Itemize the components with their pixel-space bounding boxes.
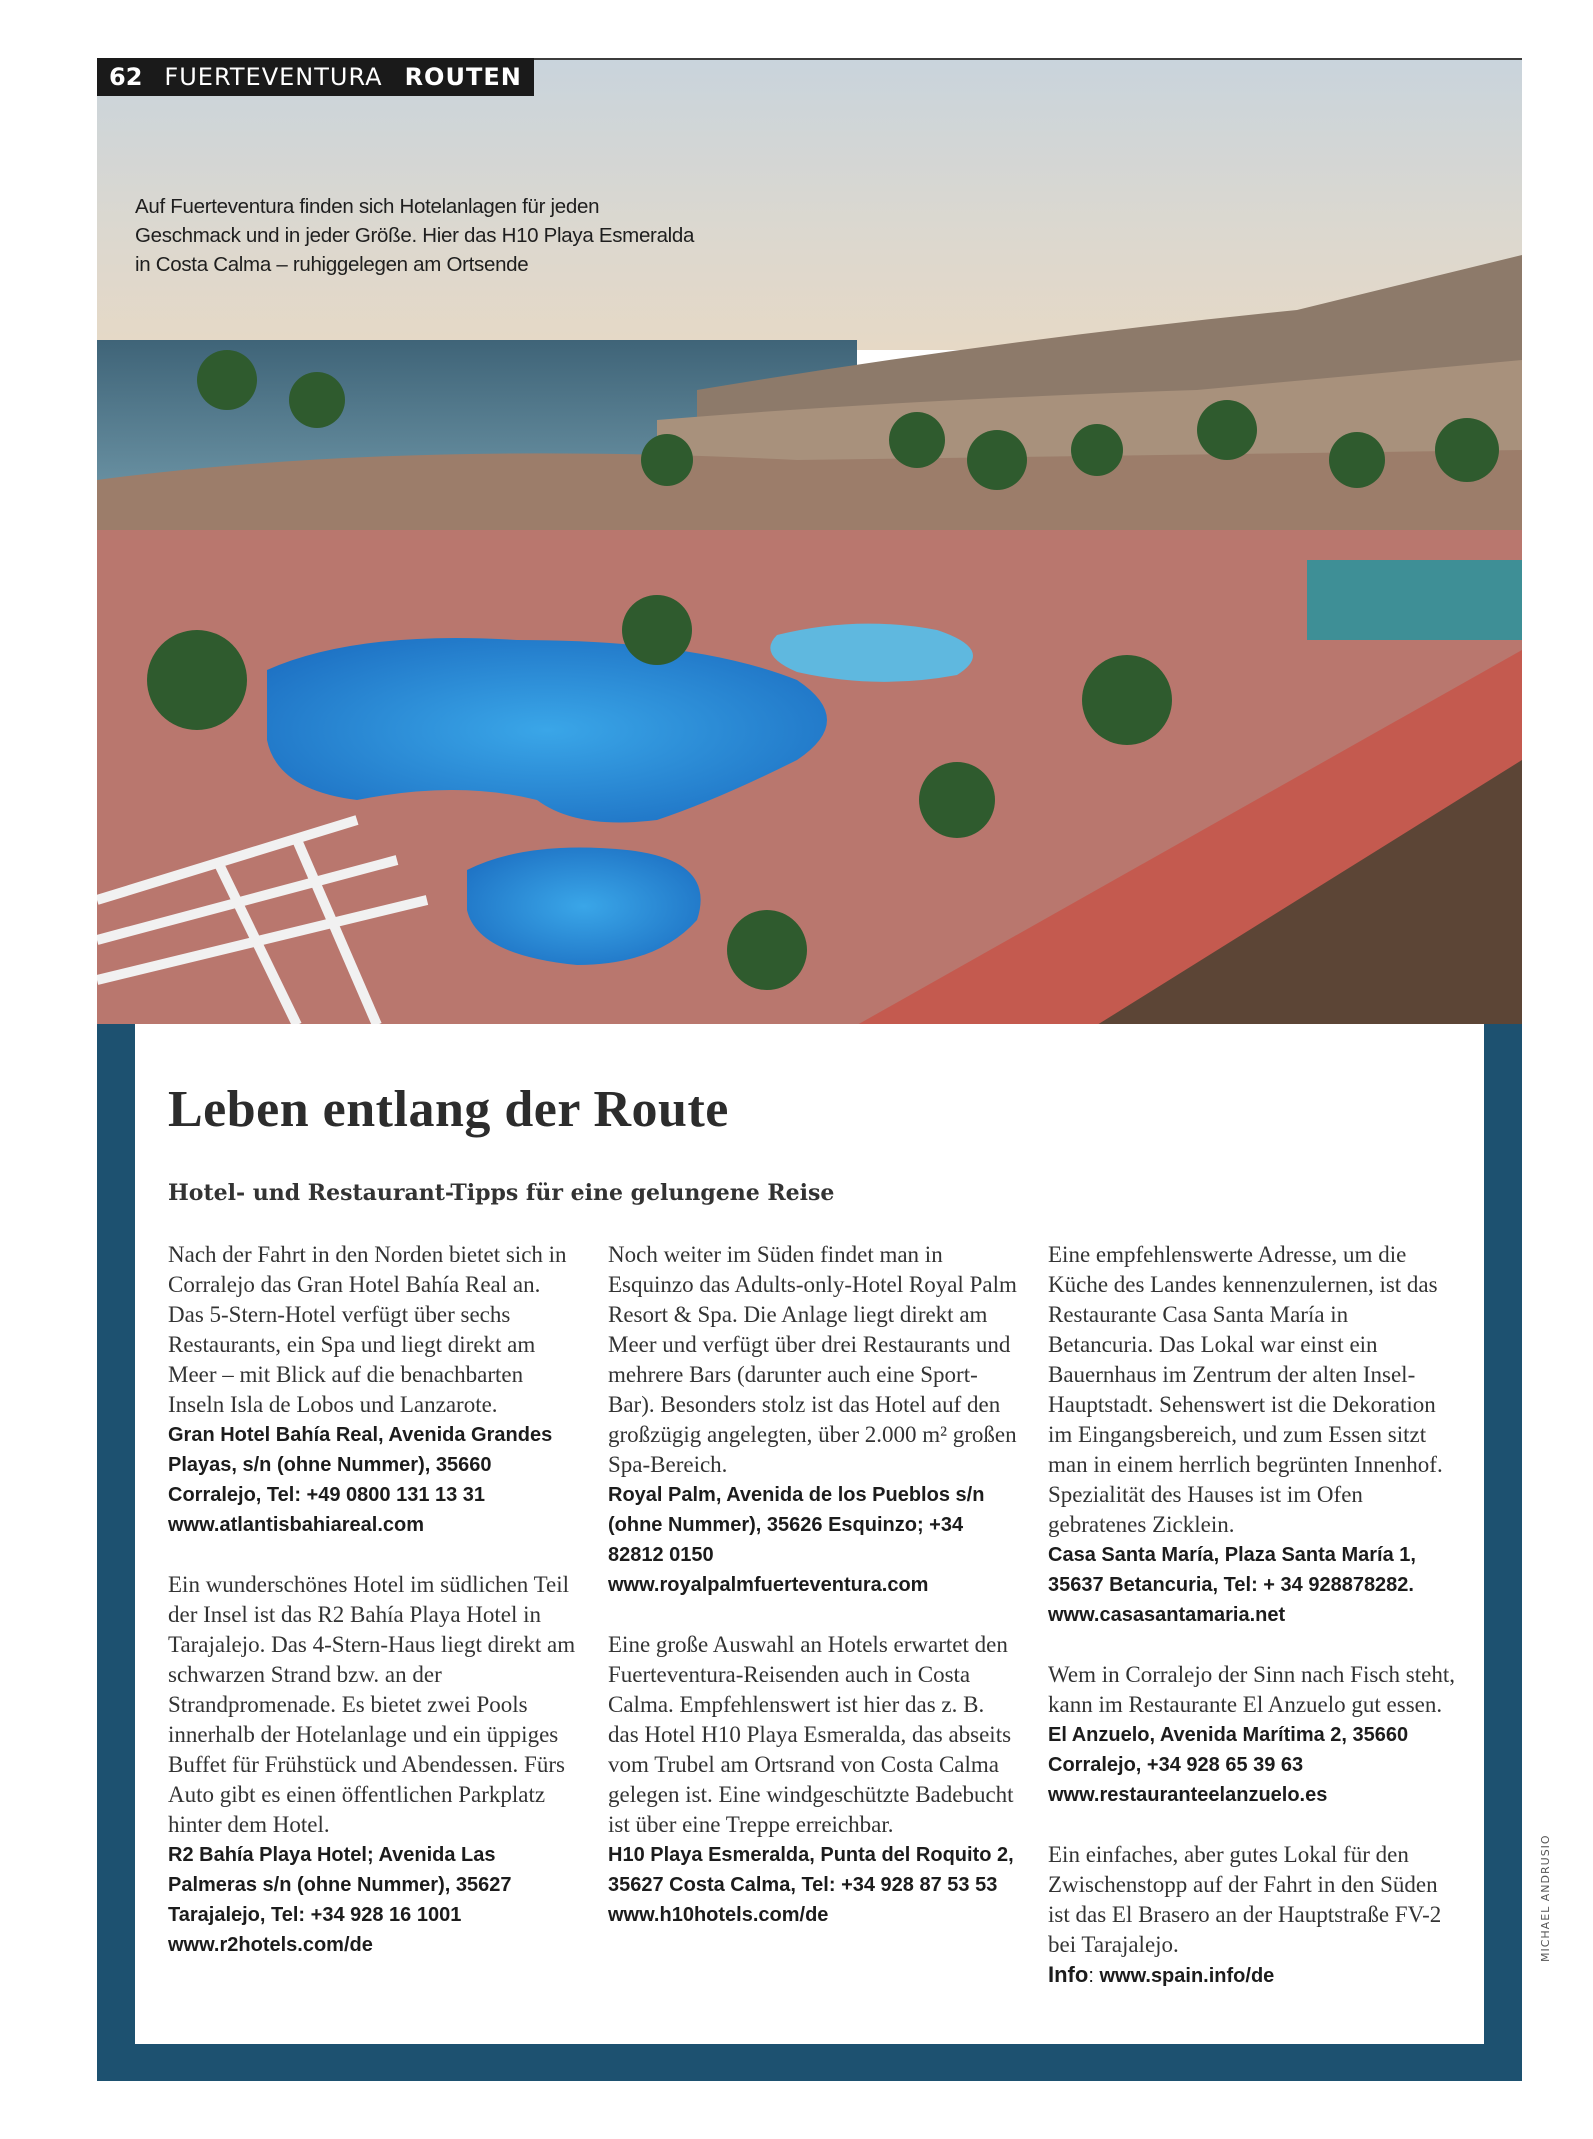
address-block: H10 Playa Esmeralda, Punta del Roquito 2, 35627 Costa Calma, Tel: +34 928 87 53 53 www.h10hotels.com/de <box>608 1844 1014 1926</box>
photo-credit: MICHAEL ANDRUSIO <box>1539 1834 1552 1962</box>
category-name: ROUTEN <box>404 63 522 91</box>
info-line <box>1048 1960 1458 1991</box>
paragraph: Wem in Corralejo der Sinn nach Fisch steht, kann im Restaurante El Anzuelo gut essen. <box>1048 1662 1455 1717</box>
info-separator: : <box>1088 1965 1094 1987</box>
paragraph: Eine große Auswahl an Hotels erwartet den Fuerteventura-Reisenden auch in Costa Calma. Empfehlenswert ist hier das z. B. das Hotel H10 Playa Esmeralda, das abseits vom Trubel am Ortsrand von Costa Calma gelegen ist. Eine windgeschützte Badebucht ist über eine Treppe erreichbar. <box>608 1632 1014 1837</box>
section-name: FUERTEVENTURA <box>164 63 383 91</box>
info-url: www.spain.info/de <box>1099 1965 1275 1987</box>
address-block: Royal Palm, Avenida de los Pueblos s/n (ohne Nummer), 35626 Esquinzo; +34 82812 0150 www.royalpalmfuerteventura.com <box>608 1484 985 1596</box>
page-header-tag <box>97 58 534 96</box>
address-block: Gran Hotel Bahía Real, Avenida Grandes Playas, s/n (ohne Nummer), 35660 Corralejo, Tel: +49 0800 131 13 31 www.atlantisbahiareal.com <box>168 1424 553 1536</box>
article-column-3 <box>1048 1240 1458 1991</box>
photo-caption: Auf Fuerteventura finden sich Hotelanlagen für jeden Geschmack und in jeder Größe. Hier das H10 Playa Esmeralda in Costa Calma – ruhiggelegen am Ortsende <box>135 195 695 276</box>
paragraph: Ein wunderschönes Hotel im südlichen Teil der Insel ist das R2 Bahía Playa Hotel in Tarajalejo. Das 4-Stern-Haus liegt direkt am schwarzen Strand bzw. an der Strandpromenade. Es bietet zwei Pools innerhalb der Hotelanlage und ein üppiges Buffet für Frühstück und Abendessen. Fürs Auto gibt es einen öffentlichen Parkplatz hinter dem Hotel. <box>168 1572 576 1837</box>
article-column-1 <box>168 1240 578 1960</box>
page-number: 62 <box>109 63 143 91</box>
paragraph: Nach der Fahrt in den Norden bietet sich in Corralejo das Gran Hotel Bahía Real an. Das 5-Stern-Hotel verfügt über sechs Restaurants, ein Spa und liegt direkt am Meer – mit Blick auf die benachbarten Inseln Isla de Lobos und Lanzarote. <box>168 1242 567 1417</box>
paragraph: Noch weiter im Süden findet man in Esquinzo das Adults-only-Hotel Royal Palm Resort & Spa. Die Anlage liegt direkt am Meer und verfügt über drei Restaurants und mehrere Bars (darunter auch eine Sport-Bar). Besonders stolz ist das Hotel auf den großzügig angelegten, über 2.000 m² großen Spa-Bereich. <box>608 1242 1017 1477</box>
address-block: El Anzuelo, Avenida Marítima 2, 35660 Corralejo, +34 928 65 39 63 www.restauranteelanzuelo.es <box>1048 1724 1409 1806</box>
article-column-2 <box>608 1240 1018 1930</box>
info-label: Info <box>1048 1962 1089 1987</box>
address-block: Casa Santa María, Plaza Santa María 1, 35637 Betancuria, Tel: + 34 928878282. www.casasantamaria.net <box>1048 1544 1416 1626</box>
article-subtitle: Hotel- und Restaurant-Tipps für eine gelungene Reise <box>168 1180 835 1206</box>
paragraph: Eine empfehlenswerte Adresse, um die Küche des Landes kennenzulernen, ist das Restaurante Casa Santa María in Betancuria. Das Lokal war einst ein Bauernhaus im Zentrum der alten Insel-Hauptstadt. Sehenswert ist die Dekoration im Eingangsbereich, und zum Essen sitzt man in einem herrlich begrünten Innenhof. Spezialität des Hauses ist im Ofen gebratenes Zicklein. <box>1048 1242 1443 1537</box>
article-title: Leben entlang der Route <box>168 1081 729 1138</box>
address-block: R2 Bahía Playa Hotel; Avenida Las Palmeras s/n (ohne Nummer), 35627 Tarajalejo, Tel: +34 928 16 1001 www.r2hotels.com/de <box>168 1844 512 1956</box>
paragraph: Ein einfaches, aber gutes Lokal für den Zwischenstopp auf der Fahrt in den Süden ist das El Brasero an der Hauptstraße FV-2 bei Tarajalejo. <box>1048 1842 1442 1957</box>
